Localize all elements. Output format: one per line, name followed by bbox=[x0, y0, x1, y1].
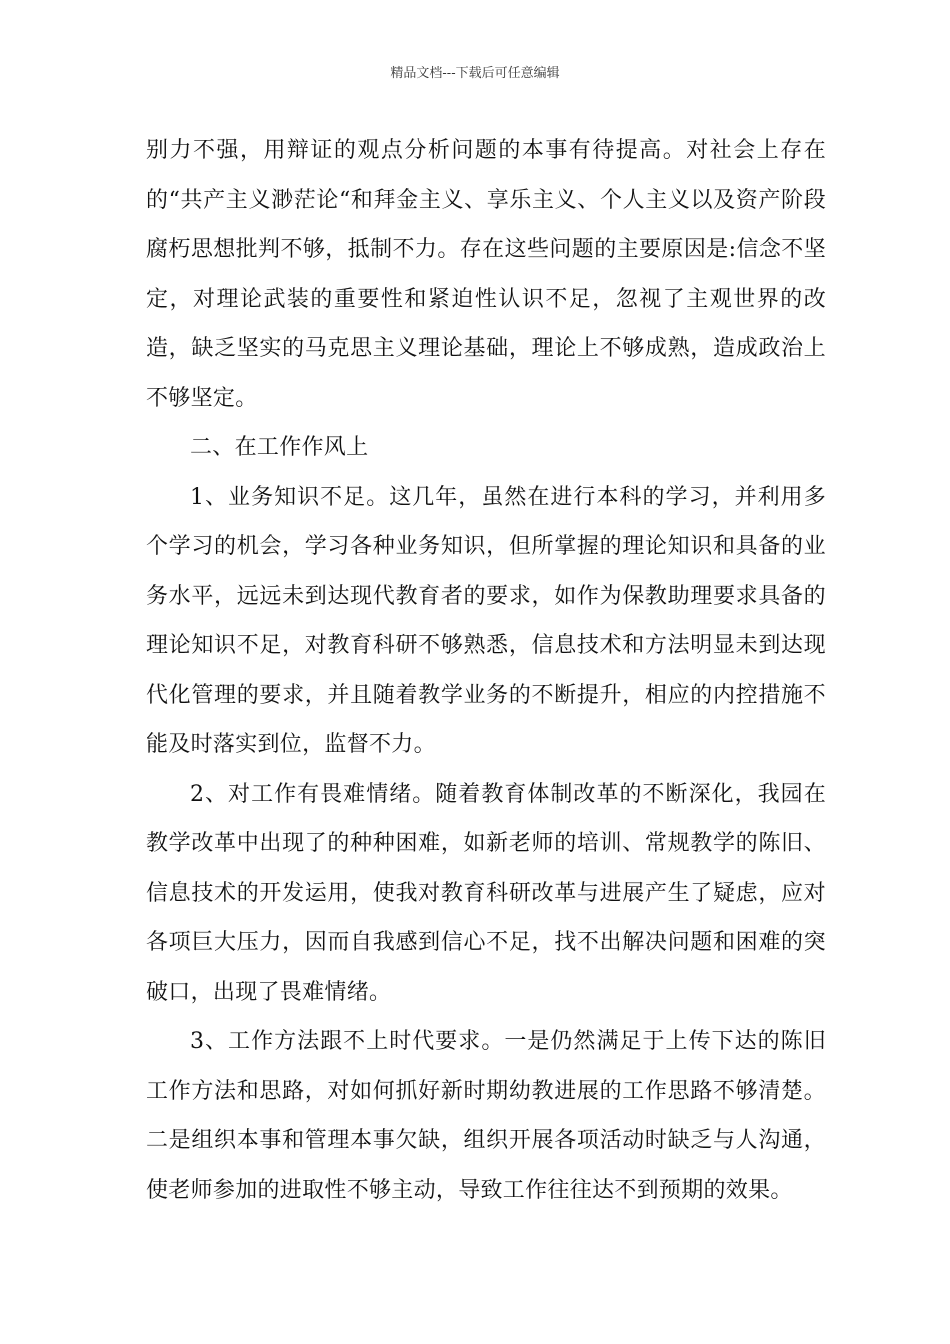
paragraph-item-3: 3、工作方法跟不上时代要求。一是仍然满足于上传下达的陈旧工作方法和思路，对如何抓好新时期幼教进展的工作思路不够清楚。二是组织本事和管理本事欠缺，组织开展各项活动时缺乏与人沟通，使老师参加的进取性不够主动，导致工作往往达不到预期的效果。 bbox=[146, 1029, 826, 1203]
paragraph-continuation: 别力不强，用辩证的观点分析问题的本事有待提高。对社会上存在的“共产主义渺茫论“和拜金主义、享乐主义、个人主义以及资产阶段腐朽思想批判不够，抵制不力。存在这些问题的主要原因是:信念不坚定，对理论武装的重要性和紧迫性认识不足，忽视了主观世界的改造，缺乏坚实的马克思主义理论基础，理论上不够成熟，造成政治上不够坚定。 bbox=[146, 138, 826, 411]
document-body bbox=[146, 126, 826, 1215]
paragraph-item-1: 1、业务知识不足。这几年，虽然在进行本科的学习，并利用多个学习的机会，学习各种业务知识，但所掌握的理论知识和具备的业务水平，远远未到达现代教育者的要求，如作为保教助理要求具备的理论知识不足，对教育科研不够熟悉，信息技术和方法明显未到达现代化管理的要求，并且随着教学业务的不断提升，相应的内控措施不能及时落实到位，监督不力。 bbox=[146, 484, 826, 757]
paragraph-item-2: 2、对工作有畏难情绪。随着教育体制改革的不断深化，我园在教学改革中出现了的种种困难，如新老师的培训、常规教学的陈旧、信息技术的开发运用，使我对教育科研改革与进展产生了疑虑，应对各项巨大压力，因而自我感到信心不足，找不出解决问题和困难的突破口，出现了畏难情绪。 bbox=[146, 781, 826, 1005]
page-header: 精品文档---下载后可任意编辑 bbox=[390, 66, 560, 81]
section-heading: 二、在工作作风上 bbox=[190, 435, 369, 460]
